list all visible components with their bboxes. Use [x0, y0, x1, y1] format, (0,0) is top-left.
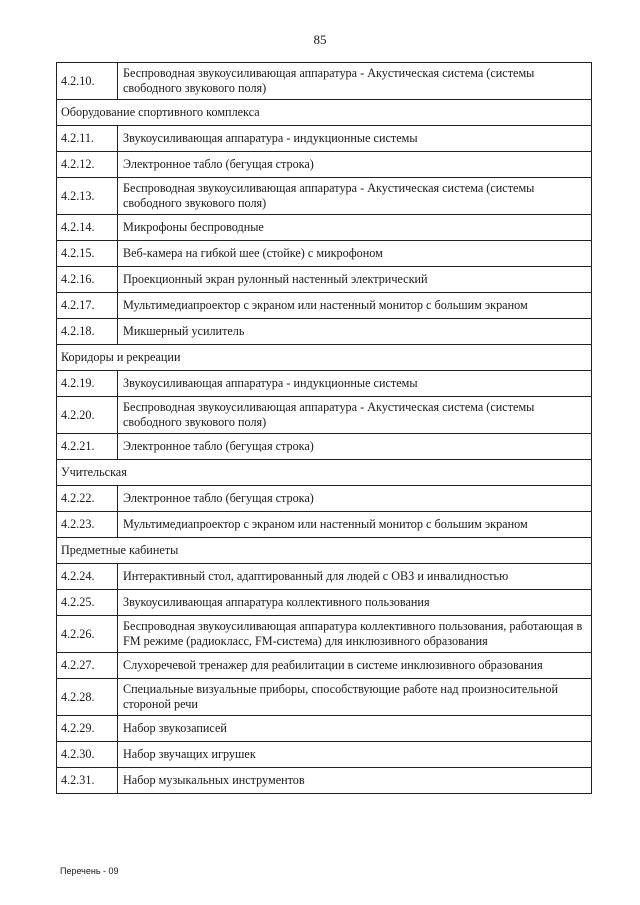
item-description: Беспроводная звукоусиливающая аппаратура - Акустическая система (системы свободного звукового поля): [118, 397, 592, 434]
equipment-table: [56, 62, 592, 794]
item-number: 4.2.28.: [57, 679, 118, 716]
table-row: [57, 126, 592, 152]
table-row: [57, 742, 592, 768]
table-row: [57, 434, 592, 460]
table-row: [57, 215, 592, 241]
section-header-row: [57, 345, 592, 371]
item-description: Набор звукозаписей: [118, 716, 592, 742]
item-description: Звукоусиливающая аппаратура - индукционные системы: [118, 126, 592, 152]
item-number: 4.2.14.: [57, 215, 118, 241]
section-title: Коридоры и рекреации: [57, 345, 592, 371]
table-row: [57, 486, 592, 512]
footer-label: Перечень - 09: [60, 866, 119, 876]
item-number: 4.2.24.: [57, 564, 118, 590]
item-description: Слухоречевой тренажер для реабилитации в системе инклюзивного образования: [118, 653, 592, 679]
item-number: 4.2.13.: [57, 178, 118, 215]
table-row: [57, 653, 592, 679]
item-number: 4.2.21.: [57, 434, 118, 460]
item-number: 4.2.30.: [57, 742, 118, 768]
table-row: [57, 564, 592, 590]
item-number: 4.2.27.: [57, 653, 118, 679]
item-number: 4.2.16.: [57, 267, 118, 293]
item-description: Специальные визуальные приборы, способствующие работе над произносительной стороной речи: [118, 679, 592, 716]
item-description: Электронное табло (бегущая строка): [118, 486, 592, 512]
table-row: [57, 152, 592, 178]
item-description: Набор звучащих игрушек: [118, 742, 592, 768]
item-description: Проекционный экран рулонный настенный электрический: [118, 267, 592, 293]
item-number: 4.2.19.: [57, 371, 118, 397]
item-number: 4.2.12.: [57, 152, 118, 178]
table-row: [57, 293, 592, 319]
item-description: Мультимедиапроектор с экраном или настенный монитор с большим экраном: [118, 293, 592, 319]
item-description: Беспроводная звукоусиливающая аппаратура - Акустическая система (системы свободного звукового поля): [118, 178, 592, 215]
item-number: 4.2.10.: [57, 63, 118, 100]
item-number: 4.2.11.: [57, 126, 118, 152]
equipment-table-body: [57, 63, 592, 794]
item-description: Набор музыкальных инструментов: [118, 768, 592, 794]
item-description: Беспроводная звукоусиливающая аппаратура коллективного пользования, работающая в FM режиме (радиокласс, FM-система) для инклюзивного образования: [118, 616, 592, 653]
section-header-row: [57, 460, 592, 486]
item-number: 4.2.29.: [57, 716, 118, 742]
item-number: 4.2.20.: [57, 397, 118, 434]
section-title: Оборудование спортивного комплекса: [57, 100, 592, 126]
item-description: Микрофоны беспроводные: [118, 215, 592, 241]
table-row: [57, 178, 592, 215]
item-description: Веб-камера на гибкой шее (стойке) с микрофоном: [118, 241, 592, 267]
item-description: Микшерный усилитель: [118, 319, 592, 345]
item-description: Беспроводная звукоусиливающая аппаратура - Акустическая система (системы свободного звукового поля): [118, 63, 592, 100]
item-description: Интерактивный стол, адаптированный для людей с ОВЗ и инвалидностью: [118, 564, 592, 590]
item-number: 4.2.15.: [57, 241, 118, 267]
item-number: 4.2.23.: [57, 512, 118, 538]
table-row: [57, 319, 592, 345]
table-row: [57, 371, 592, 397]
item-description: Звукоусиливающая аппаратура коллективного пользования: [118, 590, 592, 616]
table-row: [57, 397, 592, 434]
table-row: [57, 679, 592, 716]
table-row: [57, 241, 592, 267]
item-number: 4.2.31.: [57, 768, 118, 794]
section-title: Предметные кабинеты: [57, 538, 592, 564]
section-title: Учительская: [57, 460, 592, 486]
table-row: [57, 768, 592, 794]
item-number: 4.2.25.: [57, 590, 118, 616]
table-row: [57, 716, 592, 742]
section-header-row: [57, 100, 592, 126]
table-row: [57, 267, 592, 293]
table-row: [57, 63, 592, 100]
table-row: [57, 590, 592, 616]
item-description: Электронное табло (бегущая строка): [118, 434, 592, 460]
item-number: 4.2.17.: [57, 293, 118, 319]
item-number: 4.2.26.: [57, 616, 118, 653]
item-number: 4.2.18.: [57, 319, 118, 345]
item-description: Звукоусиливающая аппаратура - индукционные системы: [118, 371, 592, 397]
section-header-row: [57, 538, 592, 564]
table-row: [57, 512, 592, 538]
item-description: Мультимедиапроектор с экраном или настенный монитор с большим экраном: [118, 512, 592, 538]
item-number: 4.2.22.: [57, 486, 118, 512]
page-number: 85: [313, 32, 327, 47]
table-row: [57, 616, 592, 653]
item-description: Электронное табло (бегущая строка): [118, 152, 592, 178]
